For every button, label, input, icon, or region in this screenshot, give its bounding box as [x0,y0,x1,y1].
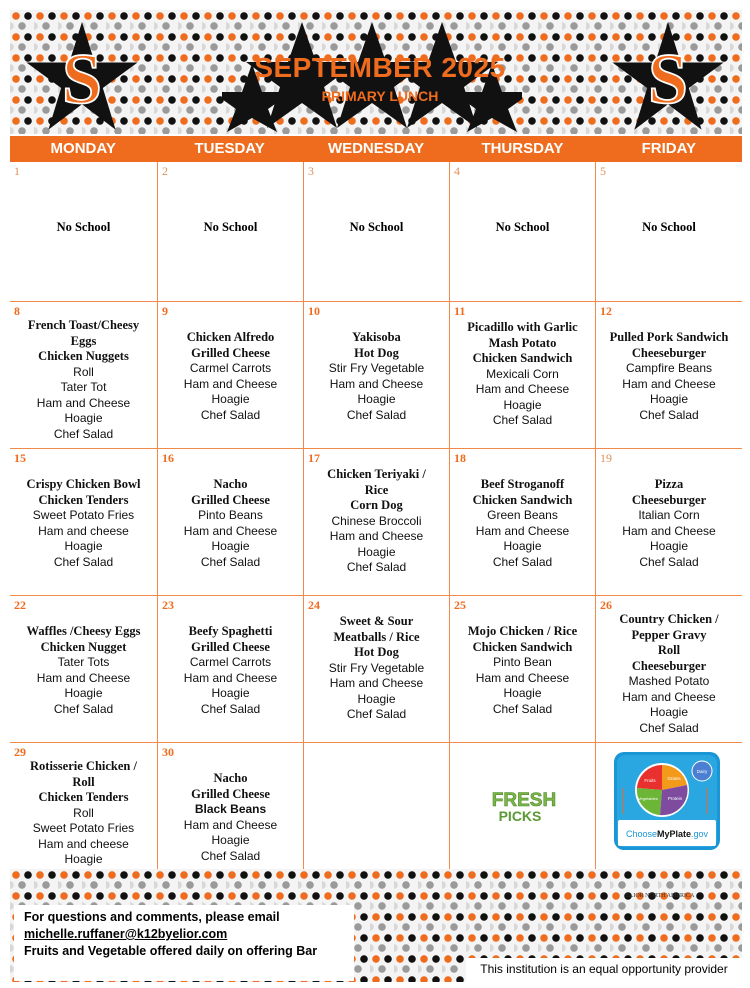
menu-entree: Roll [657,643,681,657]
menu-entree: Picadillo with Garlic [467,320,578,334]
menu-side: Chef Salad [53,701,114,716]
menu-entree: Crispy Chicken Bowl [26,477,141,491]
fresh-picks-logo [478,788,570,824]
menu-side: Ham and cheese [38,523,129,538]
menu-side: Hoagie [211,833,250,847]
day-number: 3 [308,164,314,178]
menu-list [160,624,301,717]
menu-entree: Grilled Cheese [191,345,270,360]
menu-entree: Pizza [654,477,684,491]
day-monday: MONDAY [50,140,116,157]
day-number: 26 [600,598,612,612]
day-number: 4 [454,164,460,178]
day-thursday: THURSDAY [481,140,564,157]
calendar-day-cell [304,596,450,743]
calendar-day-cell [596,302,742,449]
menu-side: Chef Salad [639,554,699,569]
menu-side: Green Beans [487,508,558,522]
menu-side: Chef Salad [53,554,114,569]
calendar-day-cell [10,596,158,743]
menu-entree: Nacho [213,477,248,491]
menu-entree: Waffles /Cheesy Eggs [26,624,141,638]
calendar-day-cell [450,162,596,302]
menu-entree: Pulled Pork Sandwich [609,330,729,344]
calendar-day-cell [158,596,304,743]
day-number: 18 [454,451,466,465]
calendar-day-cell [596,449,742,596]
menu-entree: French Toast/Cheesy [27,318,140,332]
menu-list [160,330,301,423]
menu-entree: Chicken Nuggets [38,349,129,363]
equal-opportunity-statement: This institution is an equal opportunity provider [466,958,742,982]
plate-fruits: Fruits [644,778,656,783]
menu-entree: Rotisserie Chicken / [30,759,137,773]
menu-side: Hoagie [211,686,250,700]
menu-entree: Mash Potato [488,335,557,350]
contact-line: For questions and comments, please email [24,910,280,924]
calendar-day-cell [450,596,596,743]
fresh-text: FRESH [491,790,557,811]
menu-side: Chef Salad [200,701,261,716]
calendar-day-cell [158,449,304,596]
day-number: 16 [162,451,174,465]
menu-list [452,477,593,570]
calendar-day-cell [450,302,596,449]
calendar-day-cell [596,596,742,743]
menu-entree: Chicken Nugget [40,639,127,654]
menu-side: Ham and Cheese [183,376,278,391]
day-number: 29 [14,745,26,759]
menu-side: Carmel Carrots [189,361,272,375]
day-friday: FRIDAY [641,140,697,157]
menu-entree: Nacho [213,771,248,785]
menu-side: Chinese Broccoli [331,513,422,528]
menu-entree: Grilled Cheese [191,786,270,801]
menu-side: Hoagie [64,852,103,866]
menu-entree: Country Chicken / [619,612,719,626]
menu-side: Stir Fry Vegetable [328,660,425,675]
plate-protein: Protein [667,796,683,801]
menu-list [306,467,447,576]
menu-entree: Grilled Cheese [191,492,270,507]
calendar-day-cell [304,302,450,449]
menu-side: Chef Salad [492,413,553,427]
menu-entree: Mojo Chicken / Rice [467,624,578,638]
menu-side: Roll [73,805,94,820]
menu-entree: Chicken Sandwich [472,351,573,365]
page-subtitle: PRIMARY LUNCH [321,88,439,104]
calendar-day-cell [158,162,304,302]
menu-side: Ham and Cheese [183,523,278,538]
menu-side: Mexicali Corn [486,366,559,381]
menu-entree: Chicken Tenders [38,492,129,507]
day-number: 25 [454,598,466,612]
calendar-day-cell [304,162,450,302]
menu-entree: Yakisoba [352,330,401,344]
calendar-day-cell [596,162,742,302]
myplate-logo [614,752,720,850]
calendar-day-cell [450,449,596,596]
calendar-day-cell [10,743,158,869]
menu-entree: Chicken Sandwich [472,639,573,654]
menu-side: Hoagie [649,705,689,719]
elior-brand: ELIOR NORTH AMERICA [626,893,695,899]
menu-list [12,624,155,717]
day-number: 5 [600,164,606,178]
menu-side: Ham and Cheese [622,376,716,391]
menu-entree: Eggs [70,333,97,348]
menu-side: Ham and Cheese [622,689,716,704]
menu-side: Chef Salad [200,407,261,422]
menu-side: Hoagie [649,539,689,553]
menu-list [598,612,740,736]
menu-side: Hoagie [503,686,542,700]
no-school-label: No School [56,220,111,234]
menu-side: Chef Salad [346,707,407,721]
menu-side: Hoagie [64,411,103,425]
menu-entree: Roll [72,774,95,789]
no-school-label: No School [203,220,258,234]
menu-side: Hoagie [64,539,103,553]
menu-side: Carmel Carrots [189,655,272,669]
menu-side: Ham and Cheese [183,817,278,832]
day-number: 22 [14,598,26,612]
menu-side: Chef Salad [53,426,114,441]
no-school-label: No School [349,220,404,234]
menu-entree: Grilled Cheese [191,639,270,654]
menu-side: Ham and Cheese [36,395,131,410]
menu-side: Ham and cheese [38,836,129,851]
menu-side: Ham and Cheese [475,670,570,685]
offering-bar-note: Fruits and Vegetable offered daily on offering Bar [24,944,318,958]
myplate-brand: MyPlate [657,829,692,839]
menu-entree: Hot Dog [354,645,399,659]
menu-list [12,759,155,883]
day-wednesday: WEDNESDAY [327,140,425,157]
plate-dairy: Dairy [696,769,708,774]
menu-side: Chef Salad [200,848,261,863]
menu-side: Hoagie [357,691,396,706]
menu-entree: Cheeseburger [631,658,707,673]
logo-letter-left: S [62,39,102,120]
calendar-day-cell [158,743,304,869]
menu-side: Hoagie [211,392,250,406]
menu-entree: Sweet & Sour [339,614,414,628]
menu-side: Chef Salad [639,720,699,735]
menu-side: Ham and Cheese [183,670,278,685]
menu-side: Hoagie [503,539,542,553]
menu-entree: Hot Dog [354,345,399,360]
menu-side: Chef Salad [639,407,699,422]
menu-side: Hoagie [357,544,396,559]
menu-entree: Beefy Spaghetti [188,624,273,638]
picks-text: PICKS [498,808,542,824]
page-title: SEPTEMBER 2025 [254,52,506,83]
plate-grains: Grains [667,776,681,781]
menu-side: Chef Salad [346,560,407,574]
svg-text:ChooseMyPlate.gov [626,829,709,839]
menu-entree: Cheeseburger [631,492,707,507]
day-tuesday: TUESDAY [194,140,265,157]
menu-side: Hoagie [503,397,542,412]
menu-side: Hoagie [211,539,250,553]
menu-side: Ham and Cheese [36,670,131,685]
menu-side: Ham and Cheese [329,376,424,391]
day-header-row [10,136,742,162]
menu-entree: Chicken Alfredo [186,330,275,344]
menu-side: Chef Salad [492,701,553,716]
menu-side: Sweet Potato Fries [32,821,135,835]
day-number: 30 [162,745,174,759]
myplate-choose: Choose [625,829,657,839]
menu-side: Campfire Beans [625,361,713,375]
day-number: 10 [308,304,320,318]
menu-list [306,330,447,423]
day-number: 1 [14,164,20,178]
day-number: 11 [454,304,466,318]
menu-side: Mashed Potato [628,674,710,688]
day-number: 24 [308,598,320,612]
calendar-day-cell [10,302,158,449]
menu-list [12,318,155,442]
menu-list [160,771,301,864]
menu-list [452,320,593,429]
calendar-day-cell [10,449,158,596]
menu-side: Ham and Cheese [329,676,424,690]
day-number: 9 [162,304,168,318]
menu-list [598,477,740,570]
menu-side: Ham and Cheese [475,382,570,396]
menu-entree: Chicken Teriyaki / [327,467,426,481]
menu-entree: Beef Stroganoff [480,477,565,491]
menu-entree: Pepper Gravy [631,627,707,642]
menu-side: Italian Corn [638,508,700,522]
menu-side: Hoagie [357,392,396,406]
calendar-day-cell [10,162,158,302]
menu-side: Tater Tots [57,655,110,669]
day-number: 19 [600,451,612,465]
menu-side: Tater Tot [60,380,107,394]
day-number: 2 [162,164,168,178]
menu-side: Ham and Cheese [329,529,424,543]
menu-side: Chef Salad [200,554,261,569]
menu-side: Sweet Potato Fries [32,508,135,522]
menu-entree: Cheeseburger [631,345,707,360]
menu-entree: Chicken Tenders [38,790,129,804]
contact-email-link[interactable]: michelle.ruffaner@k12byelior.com [24,927,228,941]
menu-entree: Rice [364,482,389,497]
no-school-label: No School [495,220,550,234]
contact-box [14,905,354,981]
menu-list [598,330,740,423]
logo-letter-right: S [648,39,688,120]
menu-side: Stir Fry Vegetable [328,361,425,375]
calendar-day-cell [158,302,304,449]
menu-list [306,614,447,723]
day-number: 15 [14,451,26,465]
menu-side: Hoagie [649,392,689,406]
day-number: 8 [14,304,20,318]
menu-entree: Black Beans [194,802,267,816]
menu-side: Chef Salad [346,407,407,422]
menu-side: Ham and Cheese [475,523,570,538]
day-number: 23 [162,598,174,612]
day-number: 12 [600,304,612,318]
calendar-day-cell [304,743,450,869]
menu-entree: Chicken Sandwich [472,492,573,507]
menu-list [160,477,301,570]
menu-entree: Corn Dog [350,498,403,512]
calendar-day-cell [304,449,450,596]
menu-list [12,477,155,570]
menu-side: Pinto Beans [198,508,263,522]
no-school-label: No School [642,220,696,234]
menu-entree: Meatballs / Rice [333,629,420,644]
menu-list [452,624,593,717]
menu-side: Roll [73,364,94,379]
plate-vegetables: Vegetables [638,796,658,801]
myplate-gov: .gov [691,829,709,839]
menu-side: Hoagie [64,686,103,700]
menu-side: Chef Salad [492,554,553,569]
menu-side: Pinto Bean [493,655,552,669]
menu-side: Ham and Cheese [622,523,716,538]
day-number: 17 [308,451,320,465]
